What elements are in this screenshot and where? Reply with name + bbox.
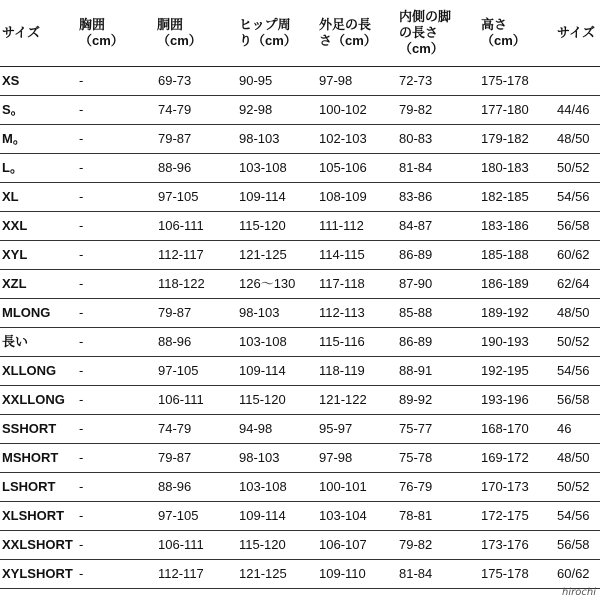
cell-outseam: 105-106 <box>316 154 396 183</box>
cell-outseam: 108-109 <box>316 183 396 212</box>
cell-size-eu: 48/50 <box>554 299 600 328</box>
cell-inseam: 79-82 <box>396 96 478 125</box>
cell-waist: 74-79 <box>154 96 236 125</box>
cell-outseam: 95-97 <box>316 415 396 444</box>
table-row <box>0 270 600 299</box>
cell-inseam: 81-84 <box>396 154 478 183</box>
cell-inseam: 84-87 <box>396 212 478 241</box>
cell-size: XXLSHORT <box>0 531 76 560</box>
cell-waist: 118-122 <box>154 270 236 299</box>
cell-waist: 79-87 <box>154 444 236 473</box>
header-bust: 胸囲 （cm） <box>76 0 154 67</box>
cell-size-eu: 56/58 <box>554 212 600 241</box>
cell-size: S。 <box>0 96 76 125</box>
cell-hip: 115-120 <box>236 386 316 415</box>
cell-size: XYL <box>0 241 76 270</box>
cell-height: 185-188 <box>478 241 554 270</box>
cell-inseam: 85-88 <box>396 299 478 328</box>
cell-size: XLLONG <box>0 357 76 386</box>
cell-outseam: 117-118 <box>316 270 396 299</box>
cell-inseam: 86-89 <box>396 241 478 270</box>
table-row <box>0 183 600 212</box>
cell-outseam: 118-119 <box>316 357 396 386</box>
cell-size-eu: 54/56 <box>554 357 600 386</box>
cell-hip: 90-95 <box>236 67 316 96</box>
cell-outseam: 115-116 <box>316 328 396 357</box>
cell-inseam: 76-79 <box>396 473 478 502</box>
cell-inseam: 81-84 <box>396 560 478 589</box>
cell-height: 175-178 <box>478 67 554 96</box>
header-size: サイズ <box>0 0 76 67</box>
cell-bust: - <box>76 357 154 386</box>
cell-size-eu: 44/46 <box>554 96 600 125</box>
cell-height: 168-170 <box>478 415 554 444</box>
cell-inseam: 80-83 <box>396 125 478 154</box>
header-size-eu: サイズ <box>554 0 600 67</box>
cell-outseam: 111-112 <box>316 212 396 241</box>
cell-waist: 112-117 <box>154 241 236 270</box>
cell-bust: - <box>76 531 154 560</box>
cell-hip: 109-114 <box>236 502 316 531</box>
table-row <box>0 67 600 96</box>
cell-size-eu <box>554 67 600 96</box>
cell-bust: - <box>76 502 154 531</box>
cell-height: 190-193 <box>478 328 554 357</box>
cell-hip: 126〜130 <box>236 270 316 299</box>
cell-waist: 97-105 <box>154 502 236 531</box>
cell-height: 189-192 <box>478 299 554 328</box>
cell-size-eu: 50/52 <box>554 154 600 183</box>
cell-height: 179-182 <box>478 125 554 154</box>
cell-size: XXL <box>0 212 76 241</box>
table-row <box>0 212 600 241</box>
cell-hip: 103-108 <box>236 154 316 183</box>
cell-waist: 106-111 <box>154 386 236 415</box>
cell-hip: 115-120 <box>236 212 316 241</box>
cell-waist: 106-111 <box>154 212 236 241</box>
header-row <box>0 0 600 67</box>
cell-bust: - <box>76 415 154 444</box>
cell-outseam: 100-102 <box>316 96 396 125</box>
cell-height: 182-185 <box>478 183 554 212</box>
cell-size-eu: 54/56 <box>554 502 600 531</box>
cell-size-eu: 50/52 <box>554 328 600 357</box>
table-row <box>0 154 600 183</box>
cell-waist: 69-73 <box>154 67 236 96</box>
cell-hip: 109-114 <box>236 183 316 212</box>
table-row <box>0 96 600 125</box>
cell-inseam: 86-89 <box>396 328 478 357</box>
cell-inseam: 87-90 <box>396 270 478 299</box>
header-height: 高さ （cm） <box>478 0 554 67</box>
cell-size: XZL <box>0 270 76 299</box>
cell-outseam: 109-110 <box>316 560 396 589</box>
cell-hip: 98-103 <box>236 125 316 154</box>
table-row <box>0 415 600 444</box>
header-outseam: 外足の長 さ（cm） <box>316 0 396 67</box>
cell-size: XS <box>0 67 76 96</box>
table-row <box>0 560 600 589</box>
cell-size: MSHORT <box>0 444 76 473</box>
cell-size-eu: 48/50 <box>554 444 600 473</box>
cell-height: 183-186 <box>478 212 554 241</box>
header-waist: 胴囲 （cm） <box>154 0 236 67</box>
cell-size-eu: 46 <box>554 415 600 444</box>
table-row <box>0 502 600 531</box>
cell-height: 169-172 <box>478 444 554 473</box>
cell-waist: 79-87 <box>154 299 236 328</box>
table-row <box>0 241 600 270</box>
cell-height: 173-176 <box>478 531 554 560</box>
cell-size-eu: 50/52 <box>554 473 600 502</box>
cell-bust: - <box>76 299 154 328</box>
cell-size: 長い <box>0 328 76 357</box>
cell-waist: 74-79 <box>154 415 236 444</box>
cell-inseam: 72-73 <box>396 67 478 96</box>
cell-waist: 88-96 <box>154 473 236 502</box>
cell-size-eu: 56/58 <box>554 531 600 560</box>
cell-size-eu: 56/58 <box>554 386 600 415</box>
cell-hip: 94-98 <box>236 415 316 444</box>
cell-bust: - <box>76 183 154 212</box>
cell-hip: 103-108 <box>236 328 316 357</box>
cell-height: 175-178 <box>478 560 554 589</box>
cell-height: 177-180 <box>478 96 554 125</box>
header-hip: ヒップ周 り（cm） <box>236 0 316 67</box>
watermark: hirochi <box>562 587 596 598</box>
cell-size-eu: 48/50 <box>554 125 600 154</box>
cell-hip: 103-108 <box>236 473 316 502</box>
cell-outseam: 112-113 <box>316 299 396 328</box>
cell-waist: 112-117 <box>154 560 236 589</box>
cell-hip: 121-125 <box>236 560 316 589</box>
cell-size: M。 <box>0 125 76 154</box>
cell-outseam: 106-107 <box>316 531 396 560</box>
cell-bust: - <box>76 125 154 154</box>
table-row <box>0 299 600 328</box>
cell-height: 193-196 <box>478 386 554 415</box>
cell-height: 172-175 <box>478 502 554 531</box>
cell-inseam: 75-77 <box>396 415 478 444</box>
cell-bust: - <box>76 560 154 589</box>
cell-hip: 109-114 <box>236 357 316 386</box>
cell-inseam: 89-92 <box>396 386 478 415</box>
cell-size-eu: 60/62 <box>554 560 600 589</box>
cell-waist: 88-96 <box>154 328 236 357</box>
cell-waist: 79-87 <box>154 125 236 154</box>
cell-size-eu: 60/62 <box>554 241 600 270</box>
cell-inseam: 83-86 <box>396 183 478 212</box>
cell-hip: 115-120 <box>236 531 316 560</box>
cell-inseam: 88-91 <box>396 357 478 386</box>
cell-bust: - <box>76 67 154 96</box>
cell-inseam: 78-81 <box>396 502 478 531</box>
cell-outseam: 103-104 <box>316 502 396 531</box>
table-body <box>0 67 600 589</box>
cell-height: 180-183 <box>478 154 554 183</box>
cell-bust: - <box>76 386 154 415</box>
cell-outseam: 100-101 <box>316 473 396 502</box>
cell-outseam: 102-103 <box>316 125 396 154</box>
table-row <box>0 357 600 386</box>
cell-size: L。 <box>0 154 76 183</box>
cell-outseam: 97-98 <box>316 444 396 473</box>
cell-size: XYLSHORT <box>0 560 76 589</box>
table-row <box>0 328 600 357</box>
cell-size: MLONG <box>0 299 76 328</box>
cell-waist: 88-96 <box>154 154 236 183</box>
header-inseam: 内側の脚 の長さ （cm） <box>396 0 478 67</box>
cell-hip: 98-103 <box>236 299 316 328</box>
cell-bust: - <box>76 96 154 125</box>
cell-size-eu: 62/64 <box>554 270 600 299</box>
cell-outseam: 97-98 <box>316 67 396 96</box>
cell-hip: 92-98 <box>236 96 316 125</box>
table-row <box>0 444 600 473</box>
cell-hip: 121-125 <box>236 241 316 270</box>
cell-size-eu: 54/56 <box>554 183 600 212</box>
cell-waist: 106-111 <box>154 531 236 560</box>
cell-bust: - <box>76 241 154 270</box>
cell-waist: 97-105 <box>154 357 236 386</box>
cell-bust: - <box>76 270 154 299</box>
cell-height: 170-173 <box>478 473 554 502</box>
table-row <box>0 386 600 415</box>
cell-bust: - <box>76 473 154 502</box>
cell-size: XLSHORT <box>0 502 76 531</box>
cell-bust: - <box>76 444 154 473</box>
cell-waist: 97-105 <box>154 183 236 212</box>
table-row <box>0 473 600 502</box>
cell-bust: - <box>76 212 154 241</box>
cell-size: LSHORT <box>0 473 76 502</box>
cell-bust: - <box>76 154 154 183</box>
cell-size: XL <box>0 183 76 212</box>
cell-outseam: 121-122 <box>316 386 396 415</box>
cell-inseam: 79-82 <box>396 531 478 560</box>
cell-inseam: 75-78 <box>396 444 478 473</box>
table-row <box>0 125 600 154</box>
table-row <box>0 531 600 560</box>
cell-height: 186-189 <box>478 270 554 299</box>
cell-size: XXLLONG <box>0 386 76 415</box>
cell-hip: 98-103 <box>236 444 316 473</box>
cell-outseam: 114-115 <box>316 241 396 270</box>
cell-height: 192-195 <box>478 357 554 386</box>
cell-bust: - <box>76 328 154 357</box>
cell-size: SSHORT <box>0 415 76 444</box>
